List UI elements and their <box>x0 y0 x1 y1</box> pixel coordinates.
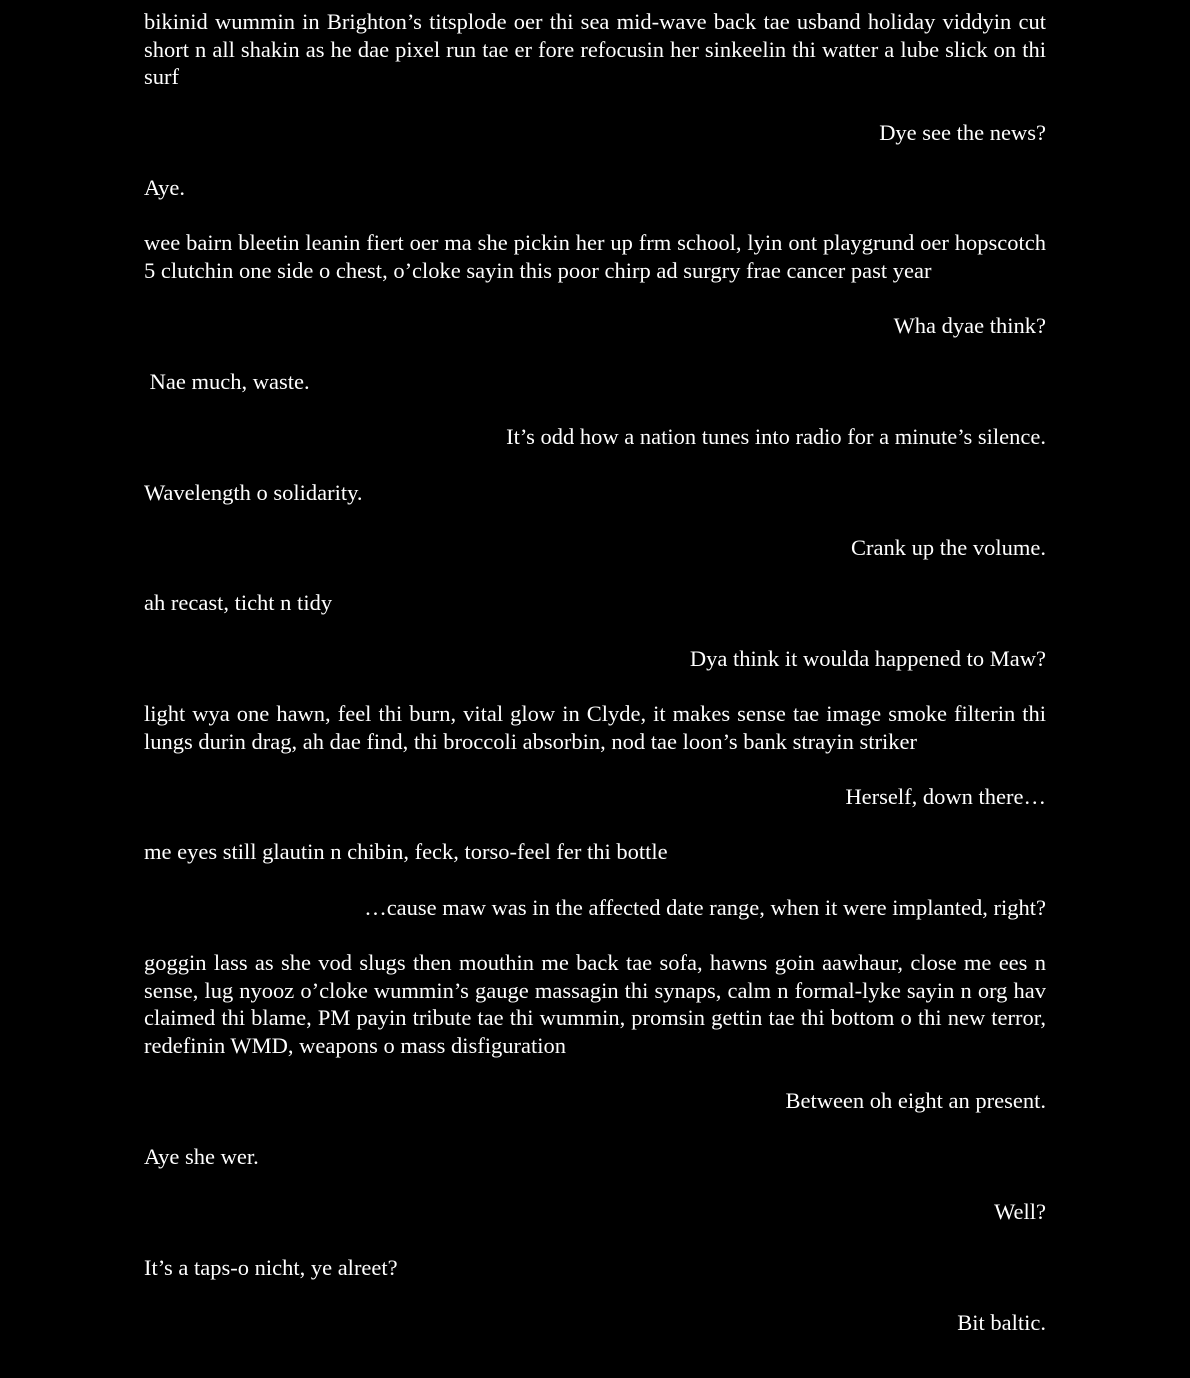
narrative-paragraph: bikinid wummin in Brighton’s titsplode oer thi sea mid-wave back tae usband holiday viddyin cut short n all shakin as he dae pixel run tae er fore refocusin her sinkeelin thi watter a lube slick on thi surf <box>144 9 1052 90</box>
dialogue-line: Well? <box>994 1199 1046 1225</box>
dialogue-line: Herself, down there… <box>845 784 1046 810</box>
narrative-paragraph: light wya one hawn, feel thi burn, vital glow in Clyde, it makes sense tae image smoke filterin thi lungs durin drag, ah dae find, thi broccoli absorbin, nod tae loon’s bank strayin striker <box>144 701 1052 754</box>
reply-line: Aye she wer. <box>144 1143 259 1169</box>
dialogue-line: It’s odd how a nation tunes into radio for a minute’s silence. <box>506 424 1046 450</box>
dialogue-line: …cause maw was in the affected date range, when it were implanted, right? <box>364 894 1046 920</box>
dialogue-line: Dye see the news? <box>879 119 1046 145</box>
reply-line: Wavelength o solidarity. <box>144 479 363 505</box>
narrative-paragraph: goggin lass as she vod slugs then mouthin me back tae sofa, hawns goin aawhaur, close me ees n sense, lug nyooz o’cloke wummin’s gauge massagin thi synaps, calm n formal-lyke sayin n org hav claimed thi blame, PM payin tribute tae thi wummin, promsin gettin tae thi bottom o thi new terror, redefinin WMD, weapons o mass disfiguration <box>144 950 1052 1059</box>
narrative-line: ah recast, ticht n tidy <box>144 590 333 616</box>
narrative-paragraph: wee bairn bleetin leanin fiert oer ma she pickin her up frm school, lyin ont playgrund oer hopscotch 5 clutchin one side o chest, o’cloke sayin this poor chirp ad surgry frae cancer past year <box>144 230 1052 283</box>
narrative-line: me eyes still glautin n chibin, feck, torso-feel fer thi bottle <box>144 839 668 865</box>
dialogue-line: Between oh eight an present. <box>785 1088 1046 1114</box>
reply-line: Aye. <box>144 174 186 200</box>
reply-line: Nae much, waste. <box>144 368 310 394</box>
reply-line: It’s a taps-o nicht, ye alreet? <box>144 1254 398 1280</box>
document-page <box>144 8 1052 1364</box>
dialogue-line: Wha dyae think? <box>893 313 1046 339</box>
dialogue-line: Bit baltic. <box>957 1309 1046 1335</box>
dialogue-line: Dya think it woulda happened to Maw? <box>689 645 1046 671</box>
dialogue-line: Crank up the volume. <box>851 534 1046 560</box>
